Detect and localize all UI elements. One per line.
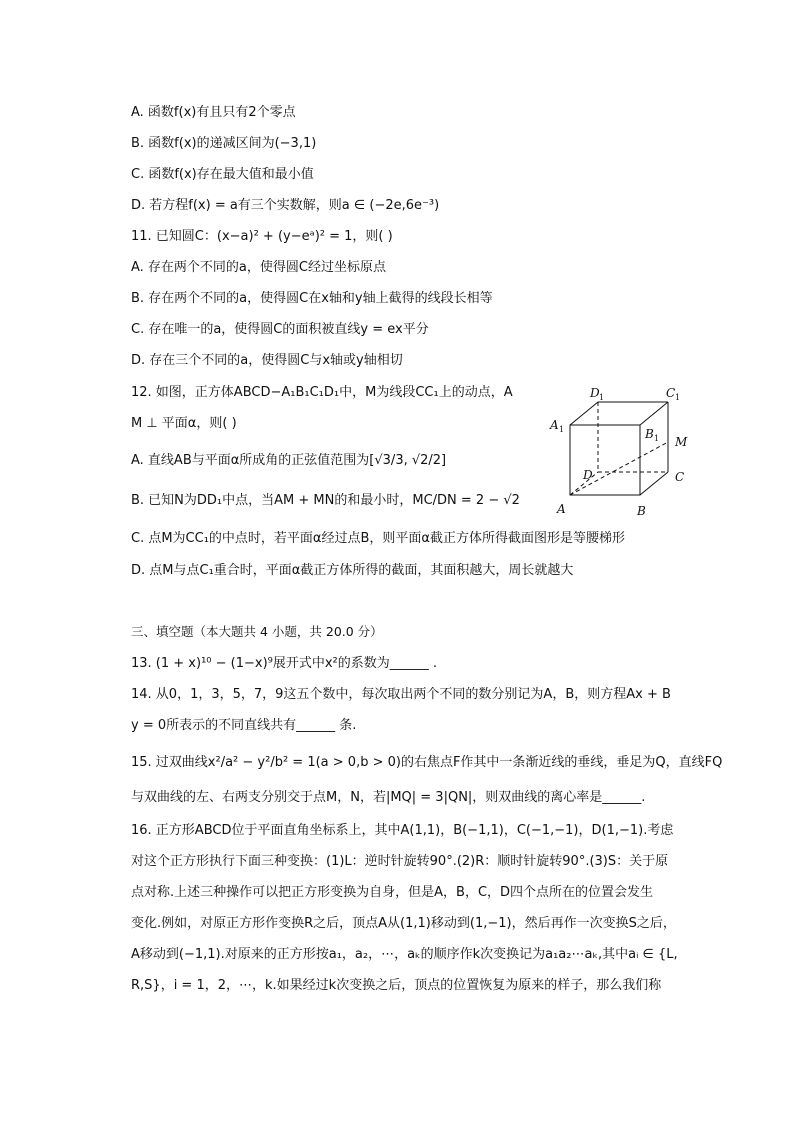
cube-front-face	[570, 425, 640, 495]
q11-option-d: D. 存在三个不同的a，使得圆C与x轴或y轴相切	[131, 353, 403, 368]
q11-option-c: C. 存在唯一的a，使得圆C的面积被直线y = ex平分	[131, 322, 429, 337]
cube-edge-b1c1	[640, 402, 668, 425]
q12-option-b: B. 已知N为DD₁中点，当AM + MN的和最小时，MC/DN = 2 − √2	[131, 493, 520, 508]
label-a1: A	[550, 418, 559, 432]
q11-stem: 11. 已知圆C：(x−a)² + (y−eᵃ)² = 1，则( )	[131, 229, 393, 244]
section-heading: 三、填空题（本大题共 4 小题，共 20.0 分）	[131, 624, 383, 639]
label-a: A	[557, 502, 566, 516]
q12-stem-line2: M ⊥ 平面α，则( )	[131, 416, 237, 431]
label-c: C	[675, 470, 685, 484]
q12-option-c: C. 点M为CC₁的中点时，若平面α经过点B，则平面α截正方体所得截面图形是等腰梯形	[131, 531, 625, 546]
q16-line2: 对这个正方形执行下面三种变换：(1)L：逆时针旋转90°.(2)R：顺时针旋转90°.(3)S：关于原	[131, 854, 669, 869]
q11-option-b: B. 存在两个不同的a，使得圆C在x轴和y轴上截得的线段长相等	[131, 291, 493, 306]
q13-text: 13. (1 + x)¹⁰ − (1−x)⁹展开式中x²的系数为______ .	[131, 656, 438, 671]
q14-line2: y = 0所表示的不同直线共有______ 条.	[131, 718, 357, 733]
q10-option-d: D. 若方程f(x) = a有三个实数解，则a ∈ (−2e,6e⁻³)	[131, 198, 440, 213]
label-b1: B	[645, 427, 654, 441]
q16-line1: 16. 正方形ABCD位于平面直角坐标系上，其中A(1,1)，B(−1,1)，C(−1,−1)，D(1,−1).考虑	[131, 823, 674, 838]
cube-edge-a1d1	[570, 402, 598, 425]
q16-line6: R,S}，i = 1，2，⋯，k.如果经过k次变换之后，顶点的位置恢复为原来的样子，那么我们称	[131, 978, 662, 993]
cube-figure	[548, 382, 698, 520]
q12-stem-line1: 12. 如图，正方体ABCD−A₁B₁C₁D₁中，M为线段CC₁上的动点，A	[131, 385, 513, 400]
q11-option-a: A. 存在两个不同的a，使得圆C经过坐标原点	[131, 260, 386, 275]
q12-option-d: D. 点M与点C₁重合时，平面α截正方体所得的截面，其面积越大，周长就越大	[131, 563, 574, 578]
q14-line1: 14. 从0，1，3，5，7，9这五个数中，每次取出两个不同的数分别记为A，B，则方程Ax + B	[131, 687, 671, 702]
q16-line3: 点对称.上述三种操作可以把正方形变换为自身，但是A，B，C，D四个点所在的位置会发生	[131, 885, 654, 900]
label-m: M	[675, 435, 688, 449]
q12-option-a: A. 直线AB与平面α所成角的正弦值范围为[√3/3, √2/2]	[131, 453, 447, 468]
q10-option-a: A. 函数f(x)有且只有2个零点	[131, 105, 296, 120]
label-b1-sub: 1	[654, 434, 660, 443]
label-a1-sub: 1	[559, 425, 565, 434]
label-d: D	[583, 468, 593, 482]
label-c1-sub: 1	[675, 393, 681, 402]
label-c1: C	[666, 386, 676, 400]
label-d1-sub: 1	[599, 393, 605, 402]
q16-line5: A移动到(−1,1).对原来的正方形按a₁，a₂，⋯，aₖ的顺序作k次变换记为a₁a₂⋯aₖ,其中aᵢ ∈ {L,	[131, 947, 678, 962]
label-b: B	[637, 504, 646, 518]
cube-edge-bc	[640, 472, 668, 495]
q15-line2: 与双曲线的左、右两支分别交于点M，N，若|MQ| = 3|QN|，则双曲线的离心率是______.	[131, 790, 646, 805]
q10-option-c: C. 函数f(x)存在最大值和最小值	[131, 167, 314, 182]
label-d1: D	[590, 386, 600, 400]
q10-option-b: B. 函数f(x)的递减区间为(−3,1)	[131, 136, 317, 151]
q15-line1: 15. 过双曲线x²/a² − y²/b² = 1(a > 0,b > 0)的右焦点F作其中一条渐近线的垂线，垂足为Q，直线FQ	[131, 755, 723, 770]
q16-line4: 变化.例如，对原正方形作变换R之后，顶点A从(1,1)移动到(1,−1)，然后再作一次变换S之后，	[131, 916, 676, 931]
